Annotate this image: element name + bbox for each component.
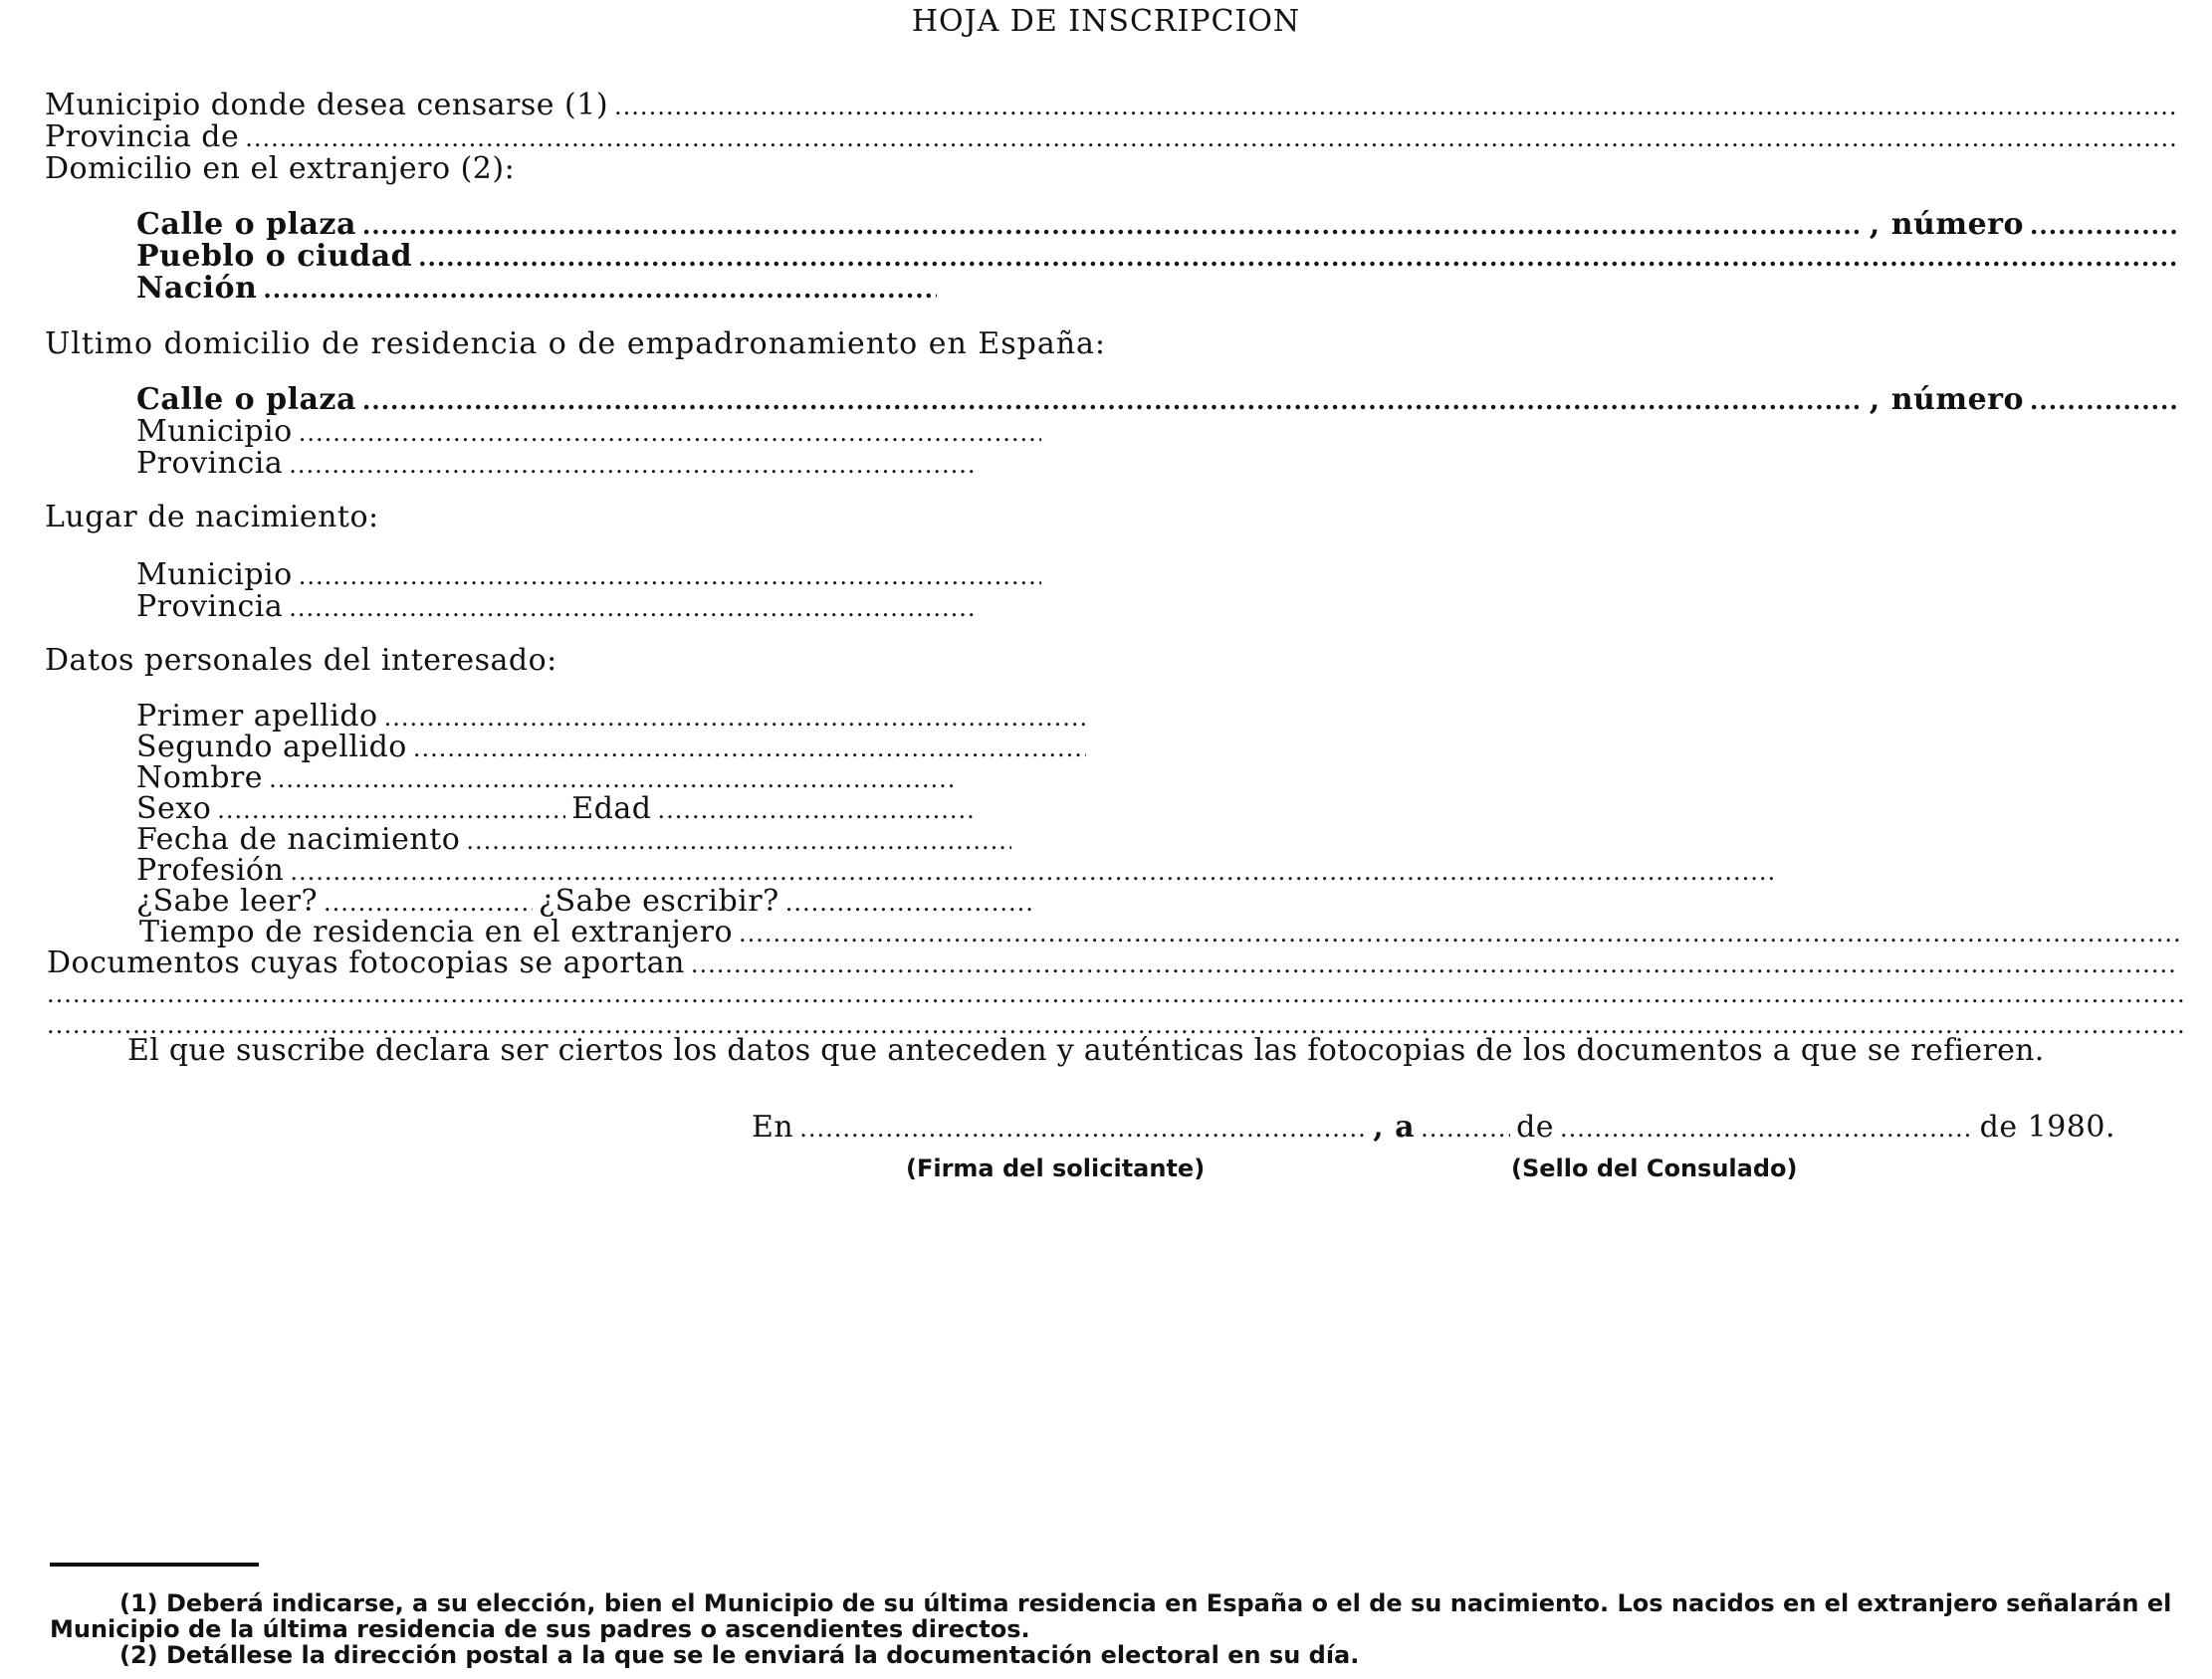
ext-numero-field[interactable] xyxy=(2030,210,2179,242)
sabe-escribir-field[interactable] xyxy=(785,887,1036,919)
lugar-nacimiento-heading: Lugar de nacimiento: xyxy=(45,500,379,534)
provincia-de-field[interactable] xyxy=(245,122,2179,154)
edad-label: Edad xyxy=(571,791,652,826)
ext-pueblo-label: Pueblo o ciudad xyxy=(136,239,413,274)
sabe-leer-label: ¿Sabe leer? xyxy=(136,884,319,919)
esp-calle-field[interactable] xyxy=(362,385,1864,417)
provincia-de-row xyxy=(45,121,2185,154)
profesion-field[interactable] xyxy=(290,856,1773,888)
ultimo-domicilio-heading: Ultimo domicilio de residencia o de empadronamiento en España: xyxy=(45,326,1107,361)
footnote-2: (2) Detállese la dirección postal a la que se le enviará la documentación electoral en su día. xyxy=(119,1641,1360,1669)
provincia-de-label: Provincia de xyxy=(45,119,240,154)
signature-de-label: de xyxy=(1516,1110,1555,1145)
nac-municipio-row xyxy=(136,559,1047,592)
footnote-divider xyxy=(50,1563,259,1567)
page-title: HOJA DE INSCRIPCION xyxy=(911,4,1301,39)
signature-a-label: , a xyxy=(1373,1110,1416,1145)
signature-place-field[interactable] xyxy=(799,1113,1367,1145)
documentos-extra-row-1 xyxy=(47,978,2185,1010)
documentos-label: Documentos cuyas fotocopias se aportan xyxy=(47,945,685,980)
signature-year-label: de 1980. xyxy=(1979,1110,2115,1145)
fecha-nacimiento-field[interactable] xyxy=(466,825,1011,857)
esp-provincia-label: Provincia xyxy=(136,446,284,481)
ext-pueblo-field[interactable] xyxy=(418,242,2179,274)
footnote-1: (1) Deberá indicarse, a su elección, bien el Municipio de su última residencia en España o el de su nacimiento. Los nacidos en el extranjero señalarán el Municipio de la última residencia de sus padres o ascendientes directos. xyxy=(50,1589,2172,1643)
esp-provincia-row xyxy=(136,448,983,481)
nac-provincia-field[interactable] xyxy=(289,592,977,624)
documentos-extra-field-1[interactable] xyxy=(47,978,2185,1010)
datos-personales-heading: Datos personales del interesado: xyxy=(45,643,557,678)
segundo-apellido-label: Segundo apellido xyxy=(136,730,407,764)
ext-nacion-label: Nación xyxy=(136,271,258,306)
primer-apellido-label: Primer apellido xyxy=(136,699,378,734)
ext-nacion-field[interactable] xyxy=(263,274,937,306)
ext-pueblo-row xyxy=(136,241,2185,274)
sello-consulado-caption: (Sello del Consulado) xyxy=(1511,1154,1798,1182)
esp-provincia-field[interactable] xyxy=(289,449,977,481)
esp-numero-field[interactable] xyxy=(2030,385,2179,417)
segundo-apellido-field[interactable] xyxy=(413,733,1086,764)
tiempo-residencia-field[interactable] xyxy=(739,918,2179,949)
signature-day-field[interactable] xyxy=(1421,1113,1510,1145)
ext-calle-field[interactable] xyxy=(362,210,1864,242)
municipio-censarse-row xyxy=(45,90,2185,122)
nombre-label: Nombre xyxy=(136,760,264,795)
municipio-censarse-field[interactable] xyxy=(614,91,2179,122)
ext-calle-row xyxy=(136,209,2185,242)
tiempo-residencia-label: Tiempo de residencia en el extranjero xyxy=(139,915,734,949)
primer-apellido-field[interactable] xyxy=(384,702,1086,734)
firma-solicitante-caption: (Firma del solicitante) xyxy=(906,1154,1206,1182)
signature-row xyxy=(752,1112,2115,1145)
esp-calle-label: Calle o plaza xyxy=(136,382,356,417)
domicilio-extranjero-heading: Domicilio en el extranjero (2): xyxy=(45,151,516,186)
esp-municipio-field[interactable] xyxy=(299,417,1041,449)
nac-provincia-label: Provincia xyxy=(136,589,284,624)
segundo-apellido-row xyxy=(136,732,1092,764)
edad-field[interactable] xyxy=(658,794,978,826)
profesion-row xyxy=(136,855,1779,888)
nac-provincia-row xyxy=(136,591,983,624)
profesion-label: Profesión xyxy=(136,853,285,888)
signature-en-label: En xyxy=(752,1110,794,1145)
nac-municipio-label: Municipio xyxy=(136,557,293,592)
esp-calle-row xyxy=(136,384,2185,417)
documentos-field[interactable] xyxy=(691,948,2179,980)
nac-municipio-field[interactable] xyxy=(299,560,1041,592)
declaration-text: El que suscribe declara ser ciertos los datos que anteceden y auténticas las fotocopias de los documentos a que se refieren. xyxy=(127,1033,2045,1068)
ext-numero-label: , número xyxy=(1869,207,2024,242)
esp-numero-label: , número xyxy=(1869,382,2024,417)
municipio-censarse-label: Municipio donde desea censarse (1) xyxy=(45,88,609,122)
sabe-escribir-label: ¿Sabe escribir? xyxy=(539,884,779,919)
esp-municipio-label: Municipio xyxy=(136,414,293,449)
ext-nacion-row xyxy=(136,273,943,306)
fecha-nacimiento-label: Fecha de nacimiento xyxy=(136,822,461,857)
documentos-row xyxy=(47,947,2185,980)
sexo-label: Sexo xyxy=(136,791,212,826)
signature-month-field[interactable] xyxy=(1560,1113,1974,1145)
nombre-row xyxy=(136,762,963,795)
esp-municipio-row xyxy=(136,416,1047,449)
ext-calle-label: Calle o plaza xyxy=(136,207,356,242)
